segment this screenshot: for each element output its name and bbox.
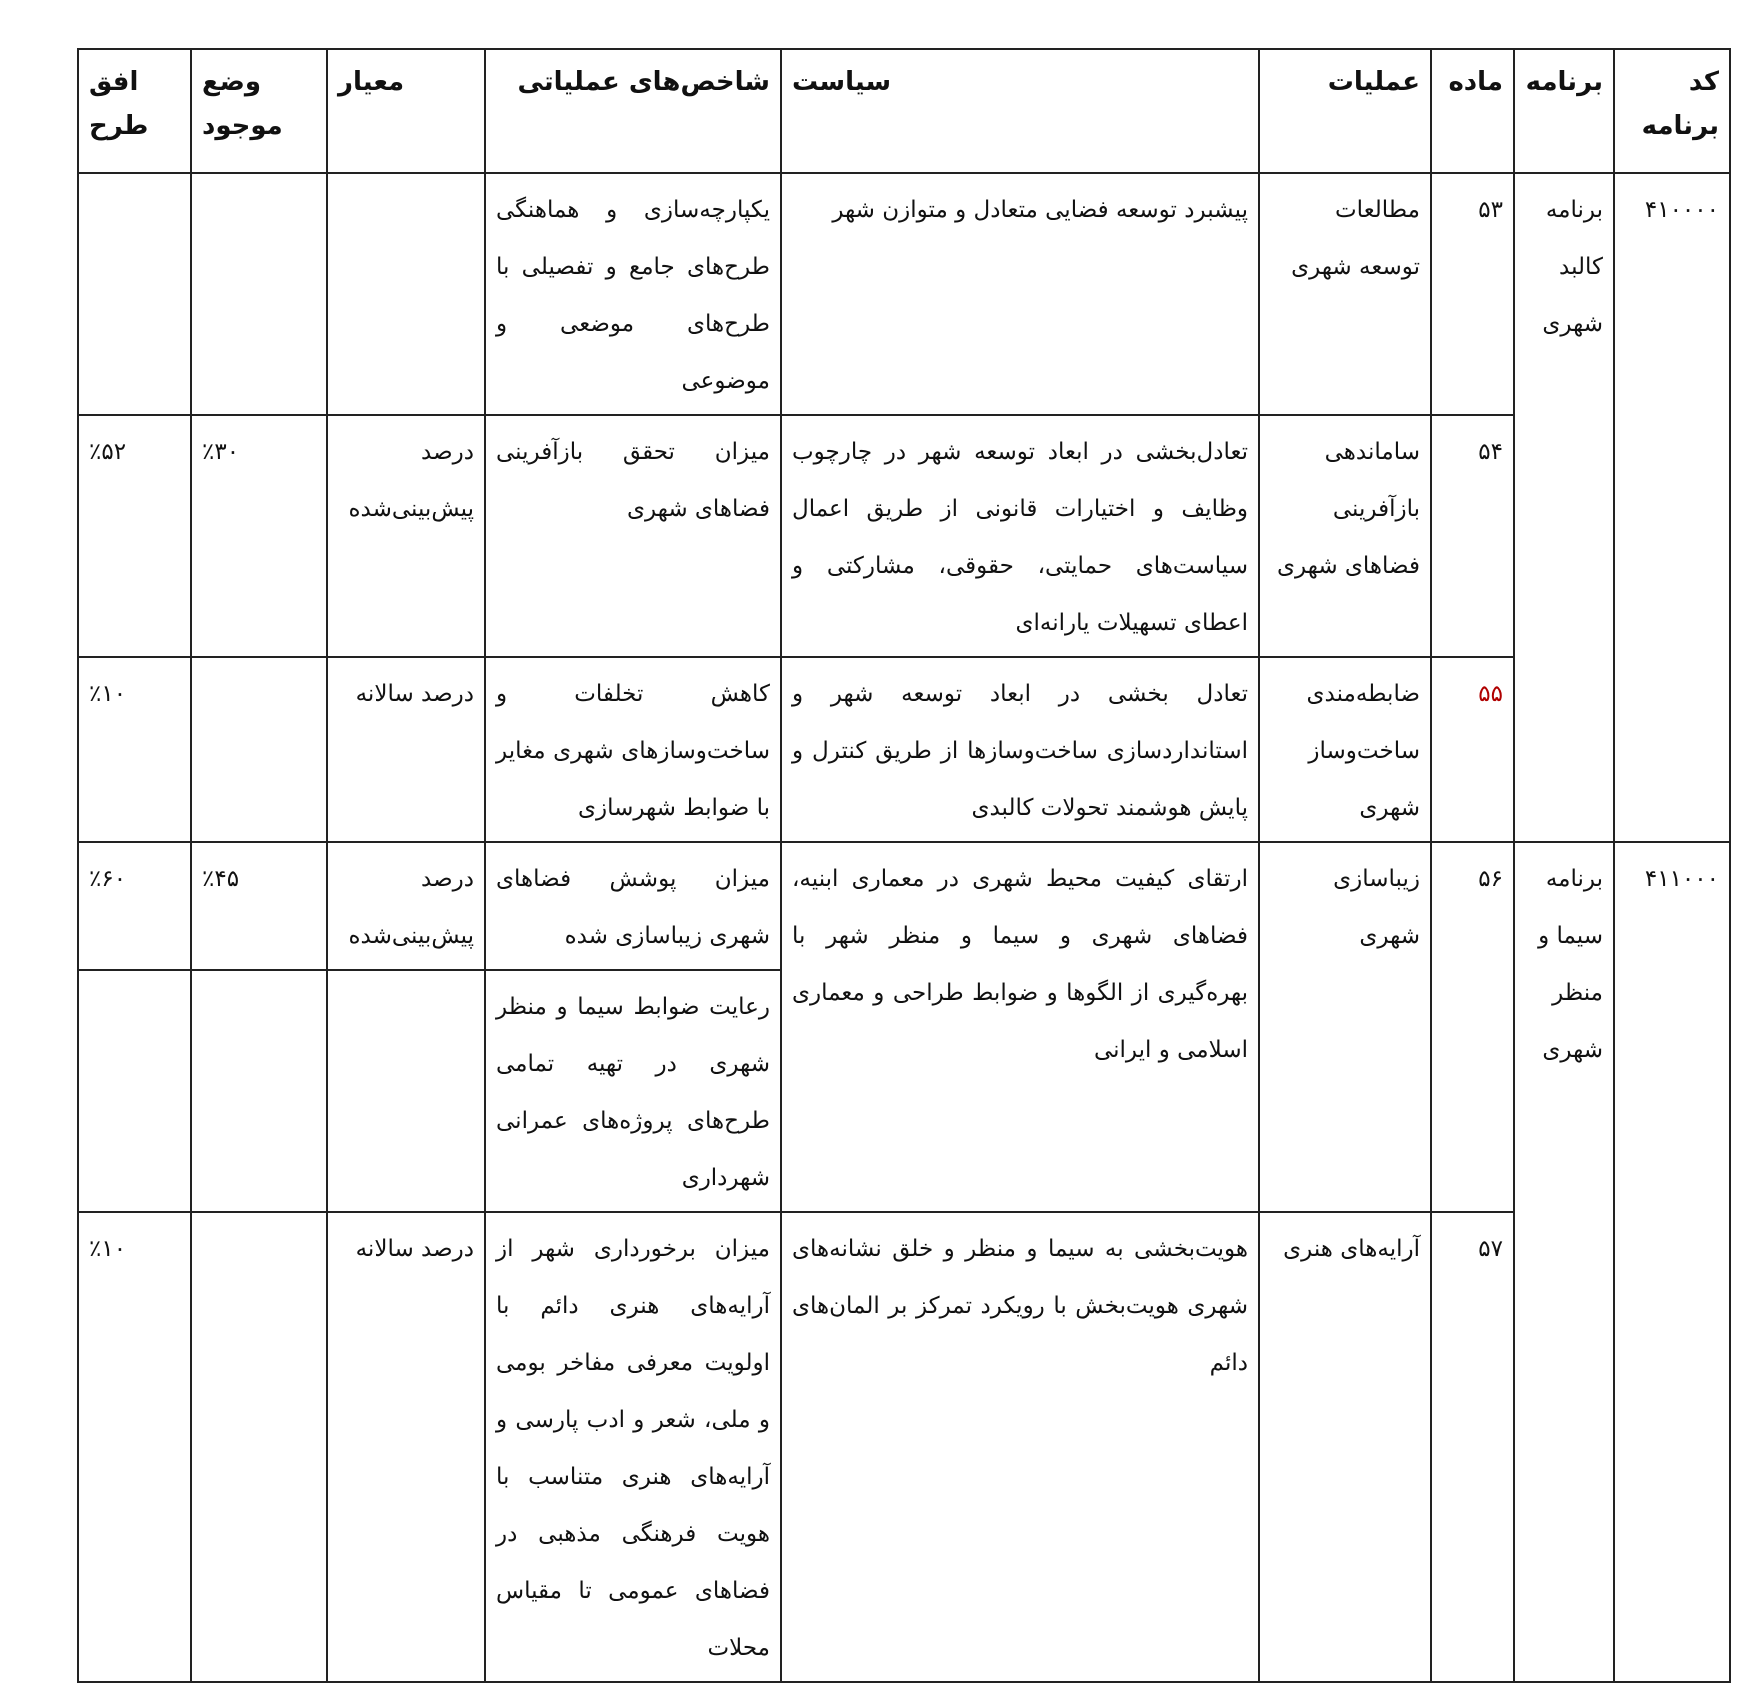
- program-table: [77, 48, 1731, 1683]
- article-number: ۵۴: [1431, 415, 1514, 657]
- criterion-cell: [327, 173, 485, 415]
- header-article: ماده: [1431, 49, 1514, 173]
- header-indicators: شاخص‌های عملیاتی: [485, 49, 781, 173]
- criterion-cell: درصد سالانه: [327, 1212, 485, 1682]
- header-program: برنامه: [1514, 49, 1614, 173]
- policy-cell: ارتقای کیفیت محیط شهری در معماری ابنیه، فضاهای شهری و سیما و منظر شهر با بهره‌گیری از الگوها و ضوابط طراحی و معماری اسلامی و ایرانی: [781, 842, 1259, 1212]
- program-name: برنامه سیما و منظر شهری: [1514, 842, 1614, 1682]
- header-row: [78, 49, 1730, 173]
- horizon-cell: ٪۶۰: [78, 842, 191, 970]
- header-current: وضع موجود: [191, 49, 327, 173]
- article-number: ۵۵: [1431, 657, 1514, 842]
- current-cell: [191, 1212, 327, 1682]
- horizon-cell: [78, 970, 191, 1212]
- indicator-cell: میزان تحقق بازآفرینی فضاهای شهری: [485, 415, 781, 657]
- program-code: ۴۱۱۰۰۰: [1614, 842, 1730, 1682]
- table-row: [78, 173, 1730, 415]
- current-cell: [191, 173, 327, 415]
- table-row: [78, 842, 1730, 970]
- criterion-cell: درصد پیش‌بینی‌شده: [327, 842, 485, 970]
- criterion-cell: درصد پیش‌بینی‌شده: [327, 415, 485, 657]
- horizon-cell: ٪۱۰: [78, 657, 191, 842]
- indicator-cell: میزان پوشش فضاهای شهری زیباسازی شده: [485, 842, 781, 970]
- program-code: ۴۱۰۰۰۰: [1614, 173, 1730, 842]
- criterion-cell: درصد سالانه: [327, 657, 485, 842]
- current-cell: ٪۴۵: [191, 842, 327, 970]
- current-cell: ٪۳۰: [191, 415, 327, 657]
- indicator-cell: میزان برخورداری شهر از آرایه‌های هنری دائم با اولویت معرفی مفاخر بومی و ملی، شعر و ادب پارسی و آرایه‌های هنری متناسب با هویت فرهنگی مذهبی در فضاهای عمومی تا مقیاس محلات: [485, 1212, 781, 1682]
- header-policy: سیاست: [781, 49, 1259, 173]
- operation-cell: مطالعات توسعه شهری: [1259, 173, 1431, 415]
- header-operation: عملیات: [1259, 49, 1431, 173]
- indicator-cell: رعایت ضوابط سیما و منظر شهری در تهیه تمامی طرح‌های پروژه‌های عمرانی شهرداری: [485, 970, 781, 1212]
- operation-cell: آرایه‌های هنری: [1259, 1212, 1431, 1682]
- criterion-cell: [327, 970, 485, 1212]
- indicator-cell: یکپارچه‌سازی و هماهنگی طرح‌های جامع و تفصیلی با طرح‌های موضعی و موضوعی: [485, 173, 781, 415]
- article-number: ۵۶: [1431, 842, 1514, 1212]
- program-name: برنامه کالبد شهری: [1514, 173, 1614, 842]
- horizon-cell: ٪۵۲: [78, 415, 191, 657]
- policy-cell: تعادل بخشی در ابعاد توسعه شهر و استانداردسازی ساخت‌وسازها از طریق کنترل و پایش هوشمند تحولات کالبدی: [781, 657, 1259, 842]
- policy-cell: تعادل‌بخشی در ابعاد توسعه شهر در چارچوب وظایف و اختیارات قانونی از طریق اعمال سیاست‌های حمایتی، حقوقی، مشارکتی و اعطای تسهیلات یارانه‌ای: [781, 415, 1259, 657]
- policy-cell: پیشبرد توسعه فضایی متعادل و متوازن شهر: [781, 173, 1259, 415]
- header-horizon: افق طرح: [78, 49, 191, 173]
- horizon-cell: [78, 173, 191, 415]
- article-number: ۵۳: [1431, 173, 1514, 415]
- table-row: [78, 1212, 1730, 1682]
- indicator-cell: کاهش تخلفات و ساخت‌وسازهای شهری مغایر با ضوابط شهرسازی: [485, 657, 781, 842]
- header-criterion: معیار: [327, 49, 485, 173]
- table-row: [78, 657, 1730, 842]
- operation-cell: ساماندهی بازآفرینی فضاهای شهری: [1259, 415, 1431, 657]
- operation-cell: زیباسازی شهری: [1259, 842, 1431, 1212]
- policy-cell: هویت‌بخشی به سیما و منظر و خلق نشانه‌های شهری هویت‌بخش با رویکرد تمرکز بر المان‌های دائم: [781, 1212, 1259, 1682]
- current-cell: [191, 970, 327, 1212]
- table-row: [78, 415, 1730, 657]
- current-cell: [191, 657, 327, 842]
- article-number: ۵۷: [1431, 1212, 1514, 1682]
- operation-cell: ضابطه‌مندی ساخت‌وساز شهری: [1259, 657, 1431, 842]
- horizon-cell: ٪۱۰: [78, 1212, 191, 1682]
- header-code: کد برنامه: [1614, 49, 1730, 173]
